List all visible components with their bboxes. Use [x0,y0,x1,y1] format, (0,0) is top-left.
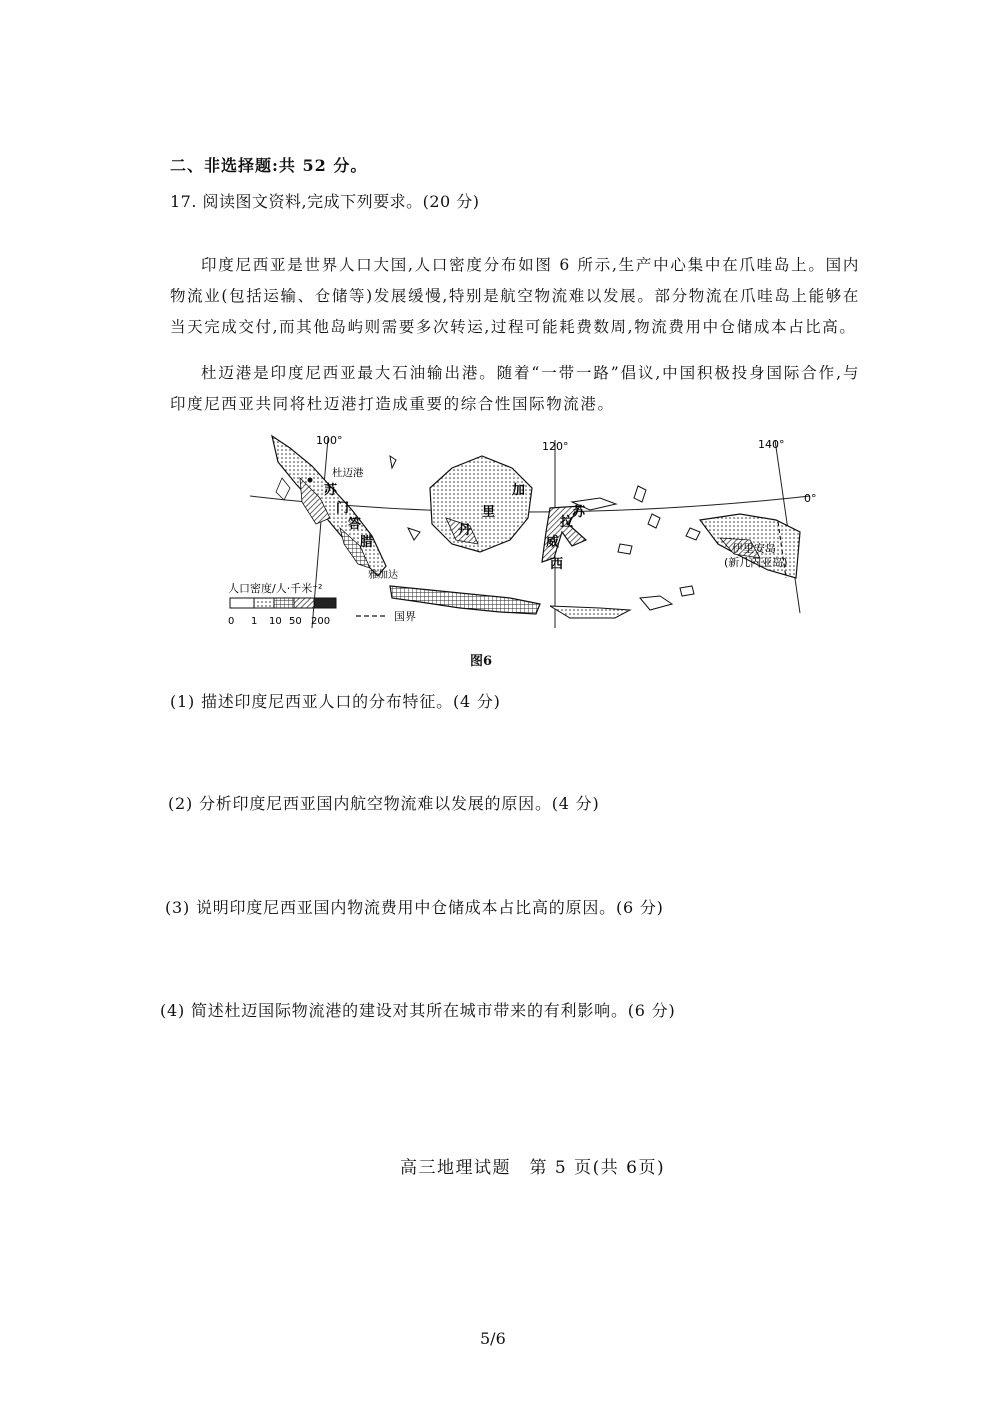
kalimantan-island [430,456,532,552]
figure-caption: 图6 [470,654,493,669]
subquestion-3: (3) 说明印度尼西亚国内物流费用中仓储成本占比高的原因。(6 分) [165,898,664,917]
label-jakarta: 雅加达 [368,570,398,581]
label-sulawesi-4: 西 [550,557,564,572]
lon-label-100: 100° [316,434,343,447]
port-marker [308,478,313,483]
legend-scale [230,598,336,608]
label-sumatra-1: 苏 [324,483,338,498]
subquestion-4: (4) 简述杜迈国际物流港的建设对其所在城市带来的有利影响。(6 分) [160,1001,676,1020]
label-sulawesi-1: 苏 [572,505,586,520]
lat-label-0: 0° [804,492,817,505]
subquestion-1: (1) 描述印度尼西亚人口的分布特征。(4 分) [170,692,501,711]
lon-label-120: 120° [542,440,569,453]
page-number: 5/6 [480,1329,506,1348]
lon-label-140: 140° [758,438,785,451]
legend-tick-200: 200 [311,616,331,627]
legend-tick-1: 1 [251,616,258,627]
section-title: 二、非选择题:共 52 分。 [170,156,368,175]
legend-border-label: 国界 [394,610,416,623]
question-header: 17. 阅读图文资料,完成下列要求。(20 分) [170,192,480,211]
label-new-guinea: (新几内亚岛) [724,556,788,569]
label-sumatra-2: 门 [336,501,350,516]
label-kalimantan-2: 里 [482,505,496,520]
label-irian-island: 伊里安岛 [732,542,776,555]
label-sumatra-3: 答 [348,517,362,532]
legend-tick-10: 10 [269,616,282,627]
legend-tick-50: 50 [289,616,302,627]
legend-tick-0: 0 [228,616,235,627]
sumatra-island [272,436,386,576]
label-sumatra-4: 腊 [360,535,374,550]
label-sulawesi-3: 威 [546,535,560,550]
page-footer: 高三地理试题 第 5 页(共 6页) [400,1158,666,1178]
label-sulawesi-2: 拉 [560,515,574,530]
legend-title: 人口密度/人·千米⁻² [228,582,323,595]
subquestion-2: (2) 分析印度尼西亚国内航空物流难以发展的原因。(4 分) [168,794,600,813]
label-kalimantan-3: 丹 [458,523,472,538]
question-paragraph-1: 印度尼西亚是世界人口大国,人口密度分布如图 6 所示,生产中心集中在爪哇岛上。国内物流业(包括运输、仓储等)发展缓慢,特别是航空物流难以发展。部分物流在爪哇岛上能够在当天完成交付,而其他岛屿则需要多次转运,过程可能耗费数周,物流费用中仓储成本占比高。 [170,256,860,336]
question-paragraph-2: 杜迈港是印度尼西亚最大石油输出港。随着“一带一路”倡议,中国积极投身国际合作,与印度尼西亚共同将杜迈港打造成重要的综合性国际物流港。 [170,364,860,413]
indonesia-population-map [220,428,820,638]
label-kalimantan-1: 加 [512,483,526,498]
label-dumai-port: 杜迈港 [332,467,364,479]
